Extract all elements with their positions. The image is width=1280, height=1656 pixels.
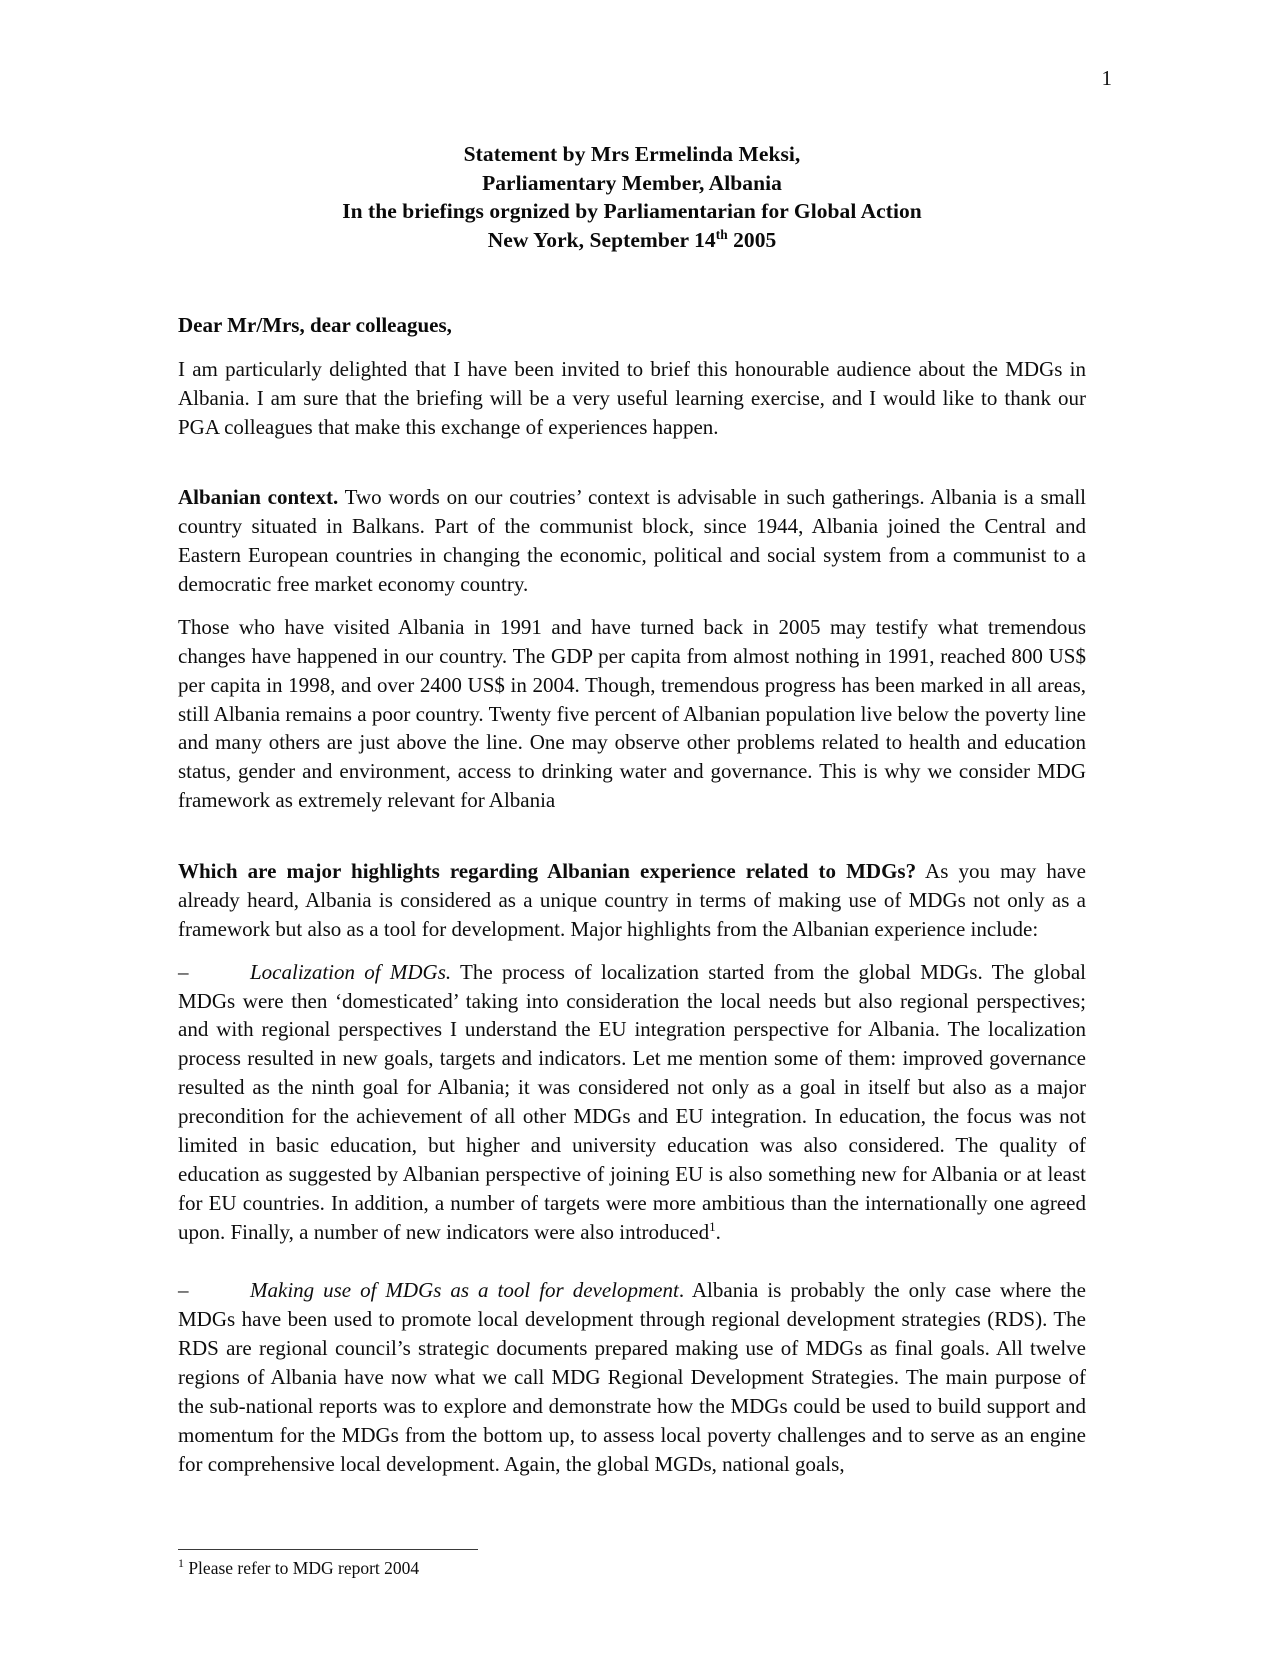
paragraph-progress: Those who have visited Albania in 1991 and have turned back in 2005 may testify what tremendous changes have happened in our country. The GDP per capita from almost nothing in 1991, reached 800 US$ per capita in 1998, and over 2400 US$ in 2004. Though, tremendous progress has been marked in all areas, still Albania remains a poor country. Twenty five percent of Albanian population live below the poverty line and many others are just above the line. One may observe other problems related to health and education status, gender and environment, access to drinking water and governance. This is why we consider MDG framework as extremely relevant for Albania xyxy=(178,614,1086,813)
salutation: Dear Mr/Mrs, dear colleagues, xyxy=(178,313,452,338)
bullet-localization xyxy=(178,958,1086,1247)
bullet-text-localization: The process of localization started from the global MDGs. The global MDGs were then ‘domesticated’ taking into consideration the local needs but also regional perspectives; and with regional perspectives I understand the EU integration perspective for Albania. The localization process resulted in new goals, targets and indicators. Let me mention some of them: improved governance resulted as the ninth goal for Albania; it was considered not only as a goal in itself but also as a major precondition for the achievement of all other MDGs and EU integration. In education, the focus was not limited in basic education, but higher and university education was also considered. The quality of education as suggested by Albanian perspective of joining EU is also something new for Albania or at least for EU countries. In addition, a number of targets were more ambitious than the internationally one agreed upon. Finally, a number of new indicators were also introduced xyxy=(178,959,1087,1244)
paragraph-text-highlights: As you may have already heard, Albania is considered as a unique country in terms of making use of MDGs not only as a framework but also as a tool for development. Major highlights from the Albanian experience include: xyxy=(178,859,1086,941)
page-number: 1 xyxy=(1101,66,1112,90)
bullet-dash-localization: – xyxy=(178,959,189,984)
paragraph-albanian-context xyxy=(178,483,1086,599)
bullet-label-localization: Localization of MDGs. xyxy=(250,959,452,984)
footnote-area xyxy=(178,1549,1086,1581)
footnote-marker-inline: 1 xyxy=(709,1218,716,1234)
bullet-tool-for-development xyxy=(178,1276,1086,1478)
bullet-text-localization-tail: . xyxy=(715,1219,721,1244)
title-line-2: Parliamentary Member, Albania xyxy=(482,170,782,195)
title-date-superscript: th xyxy=(715,226,728,242)
title-line-1: Statement by Mrs Ermelinda Meksi, xyxy=(463,142,801,166)
bullet-text-tool: . Albania is probably the only case where the MDGs have been used to promote local development through regional development strategies (RDS). The RDS are regional council’s strategic documents prepared making use of MDGs as final goals. All twelve regions of Albania have now what we call MDG Regional Development Strategies. The main purpose of the sub-national reports was to explore and demonstrate how the MDGs could be used to build support and momentum for the MDGs from the bottom up, to assess local poverty challenges and to serve as an engine for comprehensive local development. Again, the global MGDs, national goals, xyxy=(178,1278,1086,1476)
document-body xyxy=(178,140,1086,1479)
bullet-label-tool: Making use of MDGs as a tool for development xyxy=(250,1278,679,1303)
paragraph-lead-highlights: Which are major highlights regarding Albanian experience related to MDGs? xyxy=(178,859,917,884)
paragraph-highlights-question xyxy=(178,857,1086,944)
footnote-separator xyxy=(178,1549,478,1550)
title-line-4 xyxy=(178,226,1086,255)
paragraph-text-albanian-context: Two words on our coutries’ context is advisable in such gatherings. Albania is a small country situated in Balkans. Part of the communist block, since 1944, Albania joined the Central and Eastern European countries in changing the economic, political and social system from a communist to a democratic free market economy country. xyxy=(178,485,1086,597)
paragraph-intro: I am particularly delighted that I have been invited to brief this honourable audience about the MDGs in Albania. I am sure that the briefing will be a very useful learning exercise, and I would like to thank our PGA colleagues that make this exchange of experiences happen. xyxy=(178,356,1086,439)
document-title-block xyxy=(178,140,1086,254)
footnote-content: Please refer to MDG report 2004 xyxy=(183,1558,420,1578)
title-date-after: 2005 xyxy=(727,227,777,252)
footnote-entry xyxy=(178,1557,1086,1581)
title-line-3: In the briefings orgnized by Parliamentarian for Global Action xyxy=(342,199,922,224)
title-date-before: New York, September 14 xyxy=(487,227,716,252)
footnote-number: 1 xyxy=(178,1556,184,1571)
bullet-dash-tool: – xyxy=(178,1278,189,1303)
paragraph-lead-albanian-context: Albanian context. xyxy=(178,485,339,510)
